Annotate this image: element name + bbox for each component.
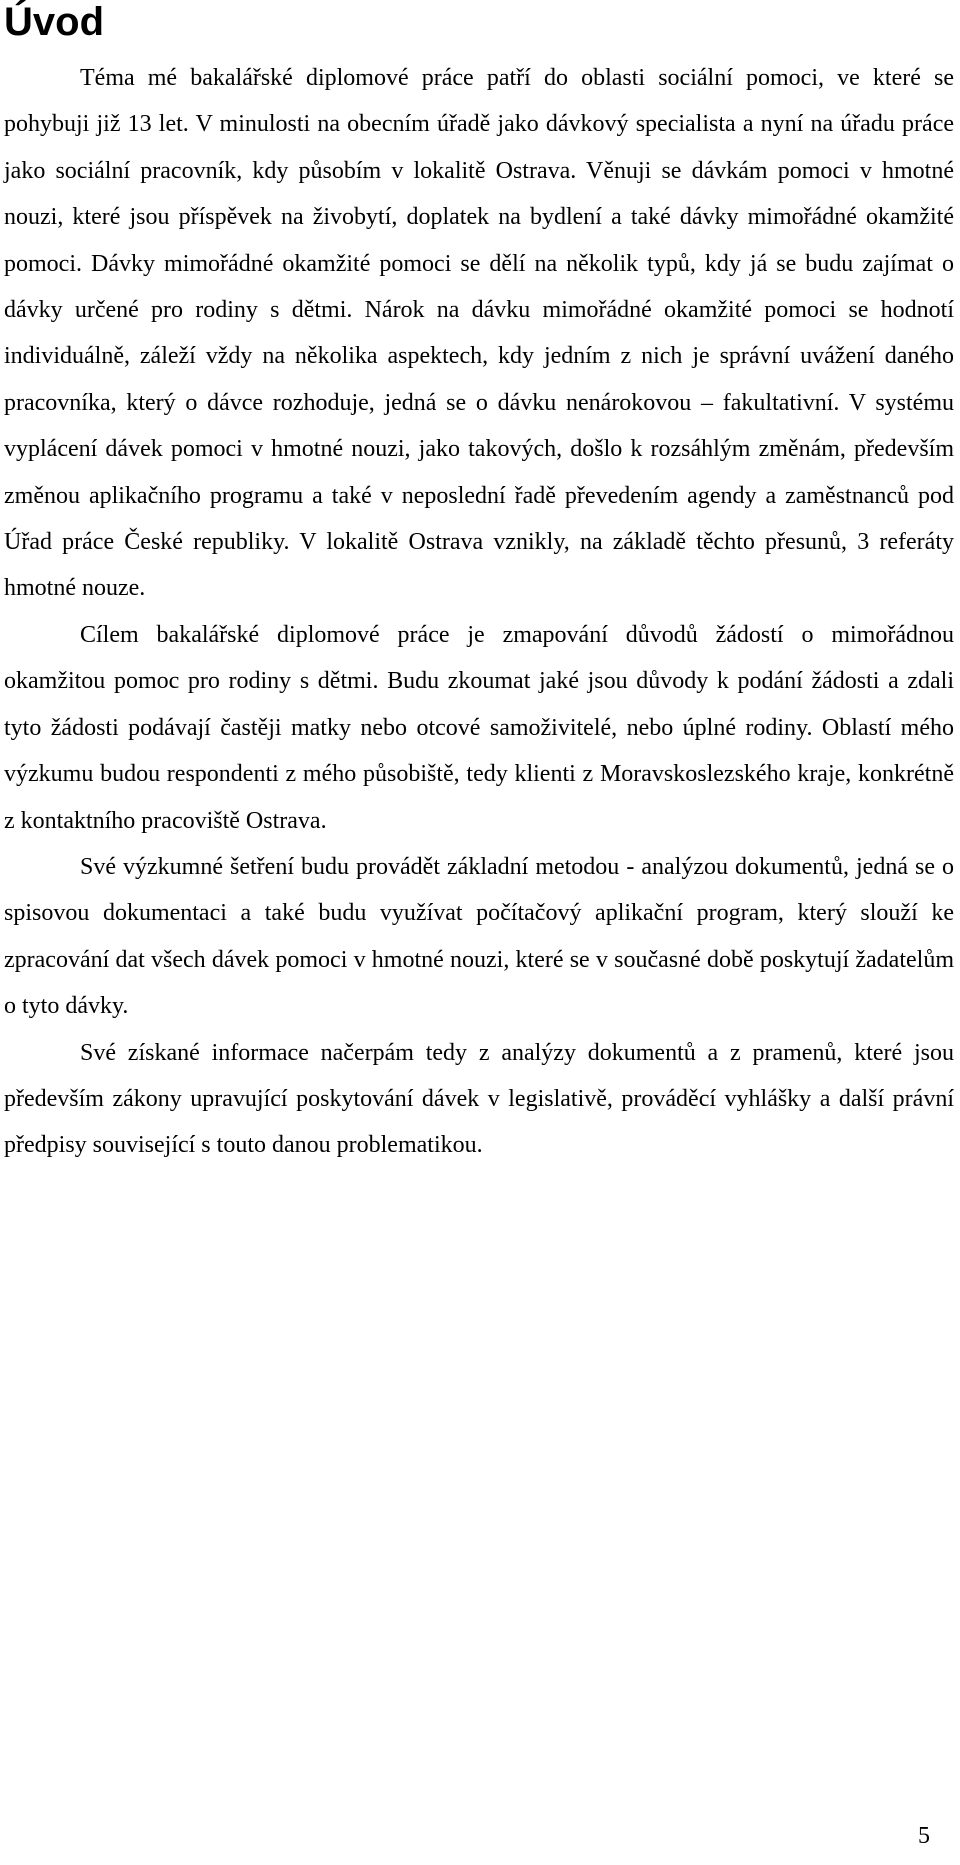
paragraph-goal: Cílem bakalářské diplomové práce je zmapování důvodů žádostí o mimořádnou okamžitou pomoc pro rodiny s dětmi. Budu zkoumat jaké jsou důvody k podání žádosti a zdali tyto žádosti podávají častěji matky nebo otcové samoživitelé, nebo úplné rodiny. Oblastí mého výzkumu budou respondenti z mého působiště, tedy klienti z Moravskoslezského kraje, konkrétně z kontaktního pracoviště Ostrava.	[4, 621, 954, 834]
paragraph-intro-topic: Téma mé bakalářské diplomové práce patří do oblasti sociální pomoci, ve které se pohybuji již 13 let. V minulosti na obecním úřadě jako dávkový specialista a nyní na úřadu práce jako sociální pracovník, kdy působím v lokalitě Ostrava. Věnuji se dávkám pomoci v hmotné nouzi, které jsou příspěvek na živobytí, doplatek na bydlení a také dávky mimořádné okamžité pomoci. Dávky mimořádné okamžité pomoci se dělí na několik typů, kdy já se budu zajímat o dávky určené pro rodiny s dětmi. Nárok na dávku mimořádné okamžité pomoci se hodnotí individuálně, záleží vždy na několika aspektech, kdy jedním z nich je správní uvážení daného pracovníka, který o dávce rozhoduje, jedná se o dávku nenárokovou – fakultativní. V systému vyplácení dávek pomoci v hmotné nouzi, jako takových, došlo k rozsáhlým změnám, především změnou aplikačního programu a také v neposlední řadě převedením agendy a zaměstnanců pod Úřad práce České republiky. V lokalitě Ostrava vznikly, na základě těchto přesunů, 3 referáty hmotné nouze.	[4, 65, 954, 602]
section-heading: Úvod	[4, 0, 104, 44]
paragraph-method: Své výzkumné šetření budu provádět základní metodou - analýzou dokumentů, jedná se o spisovou dokumentaci a také budu využívat počítačový aplikační program, který slouží ke zpracování dat všech dávek pomoci v hmotné nouzi, které se v současné době poskytují žadatelům o tyto dávky.	[4, 853, 954, 1020]
body-text	[4, 55, 954, 1169]
page-number: 5	[918, 1823, 930, 1849]
paragraph-sources: Své získané informace načerpám tedy z analýzy dokumentů a z pramenů, které jsou především zákony upravující poskytování dávek v legislativě, prováděcí vyhlášky a další právní předpisy související s touto danou problematikou.	[4, 1039, 954, 1159]
